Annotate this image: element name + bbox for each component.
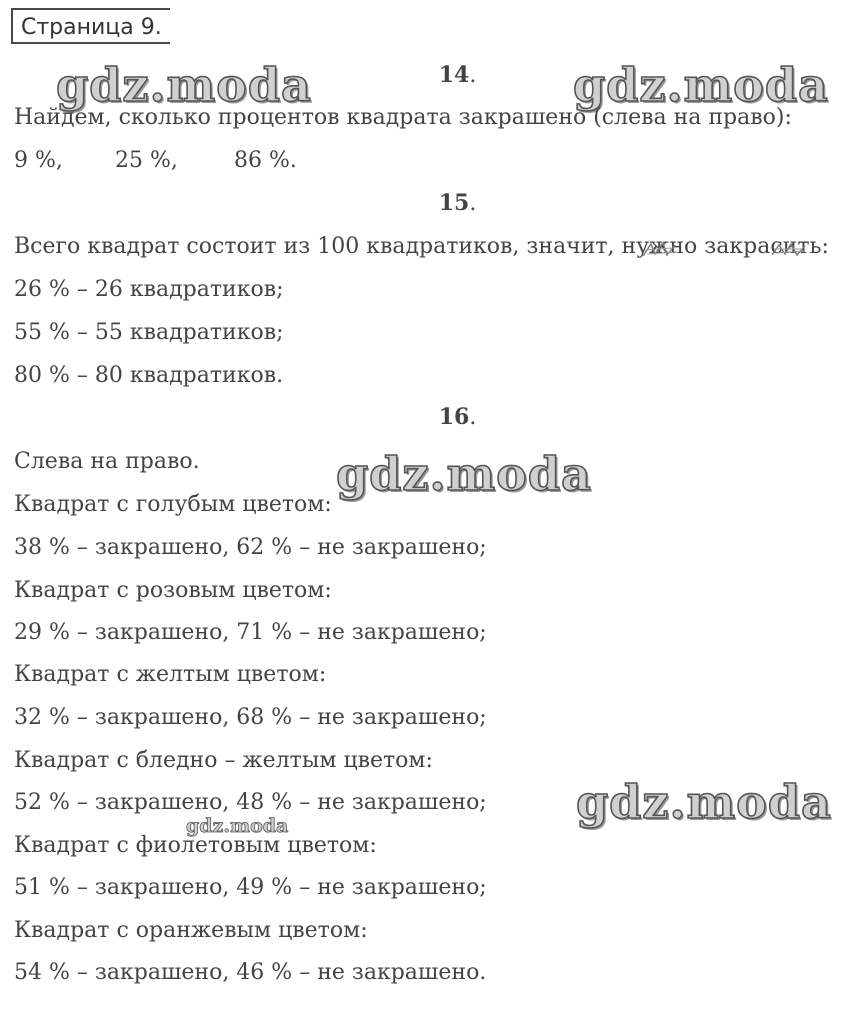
task14-intro: Найдем, сколько процентов квадрата закрашено (слева на право):: [14, 105, 792, 130]
watermark-small: gdz.moda: [186, 815, 289, 837]
task16-line: 29 % – закрашено, 71 % – не закрашено;: [14, 620, 487, 645]
page-label: Страница 9.: [11, 8, 170, 44]
page-label-underline: [11, 42, 161, 44]
task16-line: Квадрат с оранжевым цветом:: [14, 918, 368, 943]
task16-line: 38 % – закрашено, 62 % – не закрашено;: [14, 535, 487, 560]
task16-line: Квадрат с желтым цветом:: [14, 662, 327, 687]
watermark: gdz.moda: [573, 58, 829, 112]
task14-value: 9 %,: [14, 148, 63, 173]
task16-intro: Слева на право.: [14, 449, 200, 474]
task-number: 16.: [438, 404, 477, 430]
task16-line: Квадрат с бледно – желтым цветом:: [14, 748, 433, 773]
watermark: gdz.moda: [576, 775, 832, 829]
task16-line: 51 % – закрашено, 49 % – не закрашено;: [14, 875, 487, 900]
task15-line: 80 % – 80 квадратиков.: [14, 363, 284, 388]
task16-line: 32 % – закрашено, 68 % – не закрашено;: [14, 705, 487, 730]
task16-line: Квадрат с фиолетовым цветом:: [14, 833, 377, 858]
watermark: gdz.moda: [336, 447, 592, 501]
scribble-mark: [770, 240, 810, 260]
task16-line: Квадрат с голубым цветом:: [14, 492, 332, 517]
task15-line: 26 % – 26 квадратиков;: [14, 277, 284, 302]
scribble-mark: [641, 240, 681, 260]
task-number: 14.: [438, 62, 477, 88]
task15-intro: Всего квадрат состоит из 100 квадратиков, значит, нужно закрасить:: [14, 234, 829, 259]
task16-line: 54 % – закрашено, 46 % – не закрашено.: [14, 960, 487, 985]
task16-line: Квадрат с розовым цветом:: [14, 578, 332, 603]
task15-line: 55 % – 55 квадратиков;: [14, 320, 284, 345]
watermark: gdz.moda: [56, 58, 312, 112]
task16-line: 52 % – закрашено, 48 % – не закрашено;: [14, 790, 487, 815]
task14-value: 86 %.: [234, 148, 297, 173]
task14-value: 25 %,: [115, 148, 178, 173]
task-number: 15.: [438, 190, 477, 216]
